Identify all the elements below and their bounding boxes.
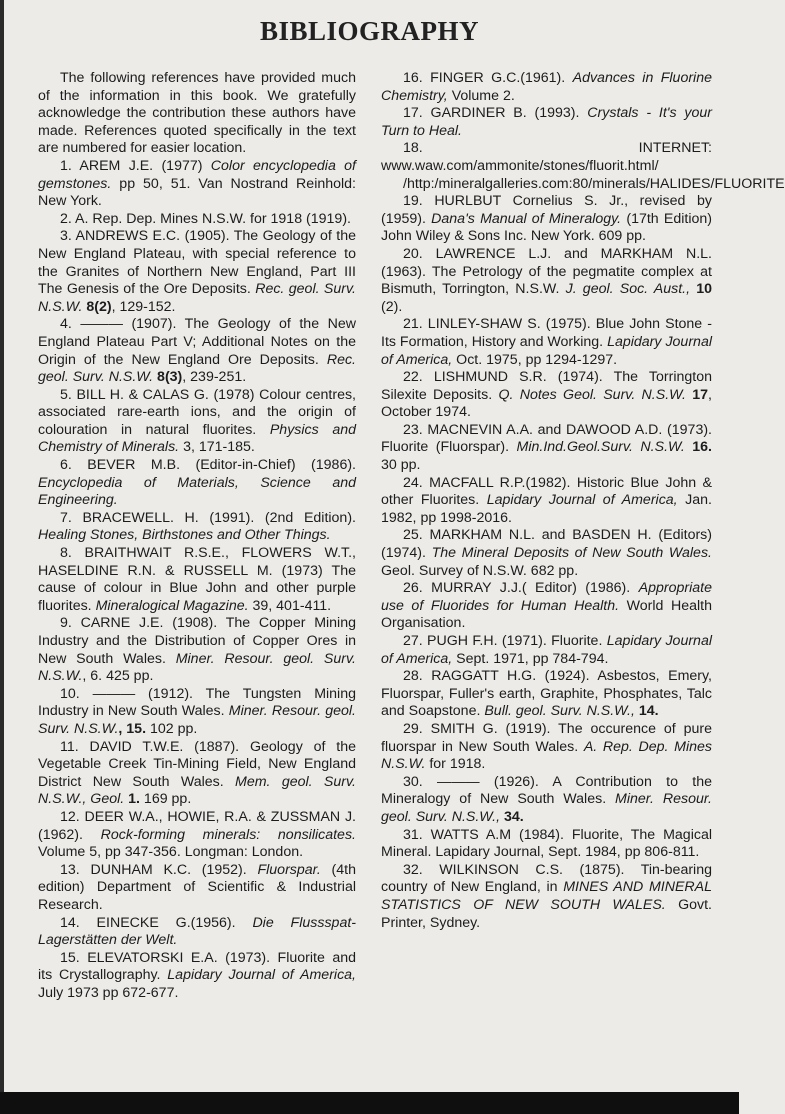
reference-entry	[38, 158, 356, 211]
reference-pre: 2. A. Rep. Dep. Mines N.S.W. for 1918 (1919).	[60, 210, 351, 227]
reference-post: July 1973 pp 672-677.	[38, 984, 179, 1001]
reference-pre: /http:/mineralgalleries.com:80/minerals/HALIDES/FLUORITE	[403, 175, 785, 192]
reference-entry	[381, 175, 785, 194]
reference-post: Volume 2.	[447, 87, 515, 104]
reference-it: Lapidary Journal of America,	[381, 333, 712, 368]
page-binding-edge	[0, 0, 4, 1114]
reference-it: Miner. Resour. geol. Surv. N.S.W.	[38, 703, 356, 737]
reference-it: Die Flussspat-Lagerstätten der Welt.	[38, 914, 356, 949]
reference-post: World Health Organisation.	[381, 597, 713, 632]
reference-pre: 12. DEER W.A., HOWIE, R.A. & ZUSSMAN J. (1962).	[38, 808, 356, 843]
reference-it: Crystals - It's your Turn to Heal.	[381, 105, 713, 139]
reference-pre: 4. ——— (1907). The Geology of the New England Plateau Part V; Additional Notes on the Origin of the New England Ore Deposits.	[38, 316, 356, 368]
reference-it: J. geol. Soc. Aust.,	[565, 281, 691, 298]
reference-pre: 6. BEVER M.B. (Editor-in-Chief) (1986).	[60, 457, 356, 474]
reference-it: Miner. Resour. geol. Surv. N.S.W.	[38, 650, 356, 685]
reference-post: (2).	[381, 298, 403, 315]
reference-post: 169 pp.	[139, 791, 192, 808]
reference-pre: 19. HURLBUT Cornelius S. Jr., revised by (1959).	[381, 193, 712, 227]
reference-pre: 27. PUGH F.H. (1971). Fluorite.	[403, 633, 607, 649]
reference-post: (17th Edition) John Wiley & Sons Inc. New York. 609 pp.	[381, 210, 712, 245]
reference-it: Min.Ind.Geol.Surv. N.S.W.	[516, 439, 685, 456]
reference-entry	[381, 774, 712, 827]
reference-entry	[381, 721, 712, 774]
reference-pre: 3. ANDREWS E.C. (1905). The Geology of the New England Plateau, with special reference to the Granites of Northern New England, Part III The Genesis of the Ore Deposits.	[38, 228, 356, 298]
reference-post: 30 pp.	[381, 457, 421, 474]
reference-pre: 25. MARKHAM N.L. and BASDEN H. (Editors) (1974).	[381, 527, 712, 562]
reference-pre: 28. RAGGATT H.G. (1924). Asbestos, Emery, Fluorspar, Fuller's earth, Graphite, Phosphates, Talc and Soapstone.	[381, 668, 712, 720]
reference-post: , 239-251.	[182, 369, 247, 386]
reference-bold: 17	[685, 386, 709, 403]
reference-entry	[381, 105, 712, 140]
reference-bold: 14.	[634, 703, 659, 720]
reference-pre: 20. LAWRENCE L.J. and MARKHAM N.L. (1963). The Petrology of the pegmatite complex at Bismuth, Torrington, N.S.W.	[381, 245, 712, 298]
reference-pre: 32. WILKINSON C.S. (1875). Tin-bearing country of New England, in	[381, 861, 712, 896]
reference-entry	[381, 140, 712, 175]
reference-entry	[38, 211, 356, 229]
reference-pre: 26. MURRAY J.J.( Editor) (1986).	[403, 580, 639, 597]
reference-post: 102 pp.	[146, 720, 198, 737]
reference-it: Advances in Fluorine Chemistry,	[381, 70, 712, 104]
reference-bold: , 15.	[118, 720, 147, 737]
reference-it: Lapidary Journal of America,	[486, 492, 678, 509]
reference-it: Miner. Resour. geol. Surv. N.S.W.,	[381, 791, 712, 825]
reference-pre: 22. LISHMUND S.R. (1974). The Torrington Silexite Deposits.	[381, 369, 712, 403]
reference-pre: 1. AREM J.E. (1977)	[60, 157, 211, 174]
reference-it: Lapidary Journal of America,	[381, 633, 712, 667]
reference-it: Rock-forming minerals: nonsilicates.	[100, 826, 356, 843]
reference-entry	[38, 510, 356, 545]
reference-post: Geol. Survey of N.S.W. 682 pp.	[381, 562, 579, 579]
reference-list-right	[381, 70, 785, 932]
reference-entry	[38, 950, 356, 1003]
reference-entry	[381, 633, 712, 668]
reference-entry	[38, 809, 356, 862]
reference-pre: 30. ——— (1926). A Contribution to the Mineralogy of New South Wales.	[381, 773, 712, 808]
reference-post: for 1918.	[425, 756, 486, 773]
reference-pre: 5. BILL H. & CALAS G. (1978) Colour centres, associated rare-earth ions, and the origin of colouration in natural fluorites.	[38, 386, 356, 438]
reference-pre: 17. GARDINER B. (1993).	[403, 105, 588, 122]
reference-post: , 129-152.	[111, 298, 176, 315]
reference-pre: 14. EINECKE G.(1956).	[60, 914, 253, 931]
reference-it: The Mineral Deposits of New South Wales.	[431, 545, 712, 562]
reference-it: Q. Notes Geol. Surv. N.S.W.	[498, 386, 686, 403]
page-bottom-edge	[0, 1092, 739, 1114]
reference-it: Rec. geol. Surv. N.S.W.	[38, 281, 356, 315]
reference-entry	[381, 422, 712, 475]
reference-entry	[381, 316, 712, 369]
reference-post: (4th edition) Department of Scientific & Industrial Research.	[38, 861, 356, 913]
reference-it: Bull. geol. Surv. N.S.W.,	[484, 703, 635, 720]
reference-entry	[38, 862, 356, 915]
reference-post: pp 50, 51. Van Nostrand Reinhold: New York.	[38, 175, 356, 210]
reference-bold: 8(3)	[153, 369, 183, 386]
reference-entry	[38, 228, 356, 316]
reference-pre: 11. DAVID T.W.E. (1887). Geology of the Vegetable Creek Tin-Mining Field, New England District New South Wales.	[38, 738, 356, 790]
reference-entry	[381, 193, 712, 246]
reference-post: Jan. 1982, pp 1998-2016.	[381, 492, 712, 526]
reference-pre: 9. CARNE J.E. (1908). The Copper Mining Industry and the Distribution of Copper Ores in New South Wales.	[38, 615, 356, 667]
reference-bold: 34.	[500, 808, 524, 825]
reference-entry	[381, 862, 712, 932]
reference-entry	[38, 545, 356, 615]
reference-it: Mem. geol. Surv. N.S.W., Geol.	[38, 773, 356, 808]
reference-pre: 16. FINGER G.C.(1961).	[403, 70, 573, 86]
reference-it: Appropriate use of Fluorides for Human Health.	[381, 580, 712, 614]
reference-bold: 1.	[124, 791, 140, 808]
reference-it: Physics and Chemistry of Minerals.	[38, 421, 356, 456]
reference-it: Color encyclopedia of gemstones.	[38, 157, 356, 192]
reference-entry	[381, 668, 712, 721]
reference-bold: 8(2)	[82, 298, 112, 315]
reference-pre: 23. MACNEVIN A.A. and DAWOOD A.D. (1973). Fluorite (Fluorspar).	[381, 421, 712, 456]
reference-it: Rec. geol. Surv. N.S.W.	[38, 351, 356, 386]
reference-post: 39, 401-411.	[248, 597, 332, 614]
reference-post: Govt. Printer, Sydney.	[381, 896, 712, 931]
reference-bold: 16.	[684, 439, 713, 456]
reference-it: Healing Stones, Birthstones and Other Things.	[38, 527, 331, 544]
reference-pre: 24. MACFALL R.P.(1982). Historic Blue John & other Fluorites.	[381, 474, 712, 509]
reference-post: Volume 5, pp 347-356. Longman: London.	[38, 844, 304, 861]
right-column	[381, 70, 785, 932]
reference-it: Dana's Manual of Mineralogy.	[431, 210, 622, 227]
reference-entry	[38, 686, 356, 739]
reference-entry	[38, 316, 356, 386]
reference-post: 3, 171-185.	[179, 439, 255, 456]
reference-it: Fluorspar.	[257, 861, 321, 878]
reference-entry	[381, 369, 712, 422]
reference-entry	[38, 457, 356, 510]
reference-post: , 6. 425 pp.	[82, 668, 154, 685]
reference-it: Lapidary Journal of America,	[167, 967, 356, 984]
reference-pre: 18. INTERNET: www.waw.com/ammonite/stones/fluorit.html/	[381, 140, 712, 174]
reference-entry	[381, 580, 712, 633]
reference-pre: 21. LINLEY-SHAW S. (1975). Blue John Stone - Its Formation, History and Working.	[381, 316, 712, 350]
reference-pre: 10. ——— (1912). The Tungsten Mining Industry in New South Wales.	[38, 685, 356, 720]
intro-paragraph: The following references have provided much of the information in this book. We gratefully acknowledge the contribution these authors have made. References quoted specifically in the text are numbered for easier location.	[38, 70, 356, 157]
left-column	[38, 70, 356, 1002]
page-title: BIBLIOGRAPHY	[259, 16, 480, 46]
reference-it: MINES AND MINERAL STATISTICS OF NEW SOUTH WALES.	[381, 879, 713, 913]
reference-pre: 7. BRACEWELL. H. (1991). (2nd Edition).	[60, 509, 356, 526]
reference-bold: 10	[690, 281, 712, 298]
reference-it: A. Rep. Dep. Mines N.S.W.	[381, 738, 712, 773]
reference-entry	[38, 739, 356, 809]
reference-pre: 29. SMITH G. (1919). The occurence of pure fluorspar in New South Wales.	[381, 720, 712, 755]
reference-post: Sept. 1971, pp 784-794.	[452, 650, 609, 667]
reference-pre: 13. DUNHAM K.C. (1952).	[60, 861, 258, 878]
reference-post: Oct. 1975, pp 1294-1297.	[452, 351, 618, 368]
reference-entry	[38, 615, 356, 685]
reference-entry	[381, 527, 712, 580]
reference-entry	[381, 70, 712, 105]
reference-list-left	[38, 158, 356, 1003]
reference-entry	[381, 246, 712, 316]
reference-post: , October 1974.	[381, 386, 712, 421]
reference-entry	[38, 387, 356, 457]
reference-entry	[381, 475, 712, 528]
reference-it: Mineralogical Magazine.	[95, 597, 249, 614]
reference-pre: 15. ELEVATORSKI E.A. (1973). Fluorite and its Crystallography.	[38, 949, 356, 984]
reference-pre: 31. WATTS A.M (1984). Fluorite, The Magical Mineral. Lapidary Journal, Sept. 1984, pp 806-811.	[381, 826, 712, 861]
reference-it: Encyclopedia of Materials, Science and Engineering.	[38, 474, 356, 509]
reference-entry	[38, 915, 356, 950]
reference-entry	[381, 827, 712, 862]
reference-pre: 8. BRAITHWAIT R.S.E., FLOWERS W.T., HASELDINE R.N. & RUSSELL M. (1973) The cause of colour in Blue John and other purple fluorites.	[38, 545, 356, 614]
